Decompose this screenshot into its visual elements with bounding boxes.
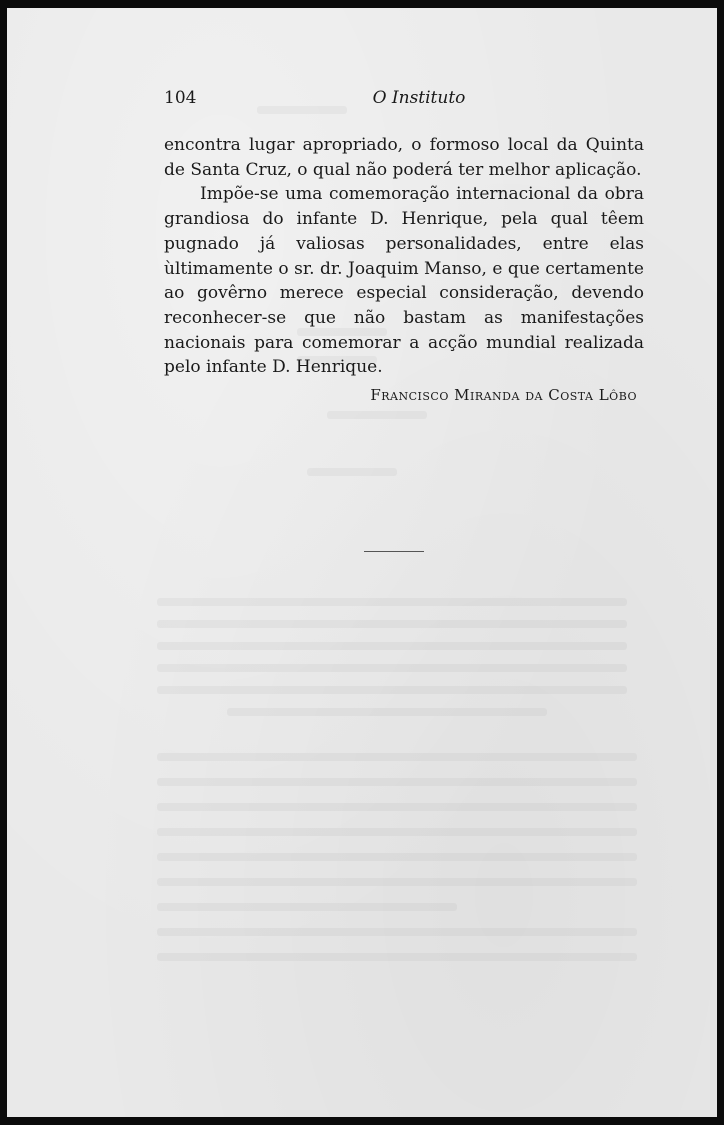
section-divider bbox=[364, 551, 424, 552]
running-title: O Instituto bbox=[372, 88, 466, 108]
body-text bbox=[164, 133, 644, 380]
page-number: 104 bbox=[164, 88, 197, 108]
document-page bbox=[7, 8, 717, 1117]
page-header bbox=[164, 88, 644, 110]
paragraph: Impõe-se uma comemoração internacional da obra grandiosa do infante D. Henrique, pela qual têem pugnado já valiosas personalidades, entre elas ùltimamente o sr. dr. Joaquim Manso, e que certamente ao govêrno merece especial consideração, devendo reconhecer-se que não bastam as manifestações nacionais para comemorar a acção mundial realizada pelo infante D. Henrique. bbox=[164, 184, 644, 378]
paragraph: encontra lugar apropriado, o formoso local da Quinta de Santa Cruz, o qual não poderá ter melhor aplicação. bbox=[164, 135, 644, 180]
author-signature: Francisco Miranda da Costa Lôbo bbox=[370, 386, 637, 404]
